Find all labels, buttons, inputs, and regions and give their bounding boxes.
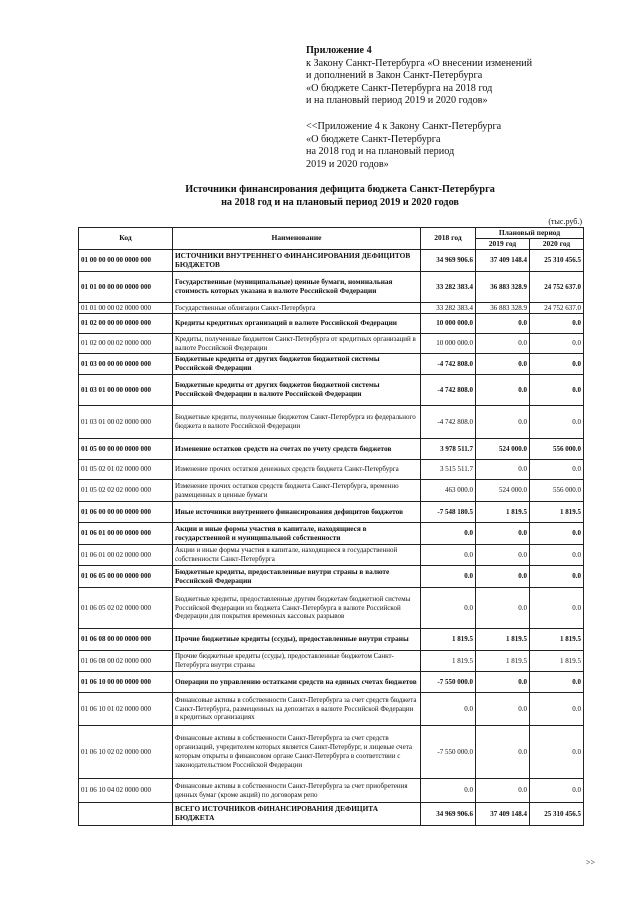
row-value-2019: 0.0 [476, 354, 530, 375]
financing-table [78, 227, 584, 826]
row-value-2018: -4 742 808.0 [421, 406, 476, 439]
continuation-mark: >> [586, 858, 596, 867]
table-row [79, 354, 584, 375]
row-name: Изменение остатков средств на счетах по учету средств бюджетов [173, 439, 421, 460]
appendix-header [306, 45, 606, 108]
units-label: (тыс.руб.) [548, 217, 582, 226]
row-name: Бюджетные кредиты, предоставленные другим бюджетам бюджетной системы Российской Федерации из бюджета Санкт-Петербурга в валюте Российской Федерации для покрытия временных кассовых разрывов [173, 588, 421, 629]
row-code: 01 01 00 00 02 0000 000 [79, 303, 173, 314]
row-name: Акции и иные формы участия в капитале, находящиеся в государственной собственности Санкт-Петербурга [173, 545, 421, 566]
row-value-2020: 1 819.5 [530, 502, 584, 523]
row-value-2020: 0.0 [530, 375, 584, 406]
table-row [79, 480, 584, 502]
row-value-2019: 37 409 148.4 [476, 803, 530, 826]
table-body [79, 250, 584, 826]
row-code: 01 05 02 02 02 0000 000 [79, 480, 173, 502]
row-code: 01 01 00 00 00 0000 000 [79, 272, 173, 303]
row-value-2018: -7 550 000.0 [421, 726, 476, 779]
row-value-2020: 25 310 456.5 [530, 803, 584, 826]
row-name: Прочие бюджетные кредиты (ссуды), предоставленные внутри страны [173, 629, 421, 651]
row-value-2020: 0.0 [530, 672, 584, 693]
row-name: Изменение прочих остатков средств бюджета Санкт-Петербурга, временно размещенных в ценные бумаги [173, 480, 421, 502]
row-name: Акции и иные формы участия в капитале, находящиеся в государственной и муниципальной собственности [173, 523, 421, 545]
row-name: Финансовые активы в собственности Санкт-Петербурга за счет приобретения ценных бумаг (кроме акций) по договорам репо [173, 779, 421, 803]
row-name: Иные источники внутреннего финансирования дефицитов бюджетов [173, 502, 421, 523]
row-code: 01 03 00 00 00 0000 000 [79, 354, 173, 375]
row-value-2019: 0.0 [476, 334, 530, 354]
row-value-2020: 0.0 [530, 566, 584, 588]
row-value-2020: 0.0 [530, 523, 584, 545]
table-row [79, 779, 584, 803]
row-value-2018: 0.0 [421, 566, 476, 588]
row-value-2018: 1 819.5 [421, 651, 476, 672]
row-value-2020: 0.0 [530, 693, 584, 726]
table-row [79, 272, 584, 303]
row-value-2018: 0.0 [421, 545, 476, 566]
row-name: ИСТОЧНИКИ ВНУТРЕННЕГО ФИНАНСИРОВАНИЯ ДЕФИЦИТОВ БЮДЖЕТОВ [173, 250, 421, 272]
row-value-2018: 33 282 383.4 [421, 303, 476, 314]
row-name: Кредиты кредитных организаций в валюте Российской Федерации [173, 314, 421, 334]
row-value-2019: 0.0 [476, 375, 530, 406]
row-value-2020: 24 752 637.0 [530, 272, 584, 303]
row-code: 01 06 00 00 00 0000 000 [79, 502, 173, 523]
row-code: 01 06 10 01 02 0000 000 [79, 693, 173, 726]
header-name: Наименование [173, 228, 421, 250]
row-name: Бюджетные кредиты, предоставленные внутри страны в валюте Российской Федерации [173, 566, 421, 588]
table-row [79, 250, 584, 272]
table-row [79, 439, 584, 460]
row-value-2020: 0.0 [530, 354, 584, 375]
table-row [79, 629, 584, 651]
row-value-2020: 25 310 456.5 [530, 250, 584, 272]
row-name: Государственные (муниципальные) ценные бумаги, номинальная стоимость которых указана в валюте Российской Федерации [173, 272, 421, 303]
row-name: Финансовые активы в собственности Санкт-Петербурга за счет средств организаций, учредителем которых является Санкт-Петербург, и лицевые счета которым открыты в финансовом органе Санкт-Петербурга в соответствии с законодательством Российской Федерации [173, 726, 421, 779]
title-line: Источники финансирования дефицита бюджета Санкт-Петербурга [185, 184, 495, 195]
row-value-2019: 0.0 [476, 693, 530, 726]
row-value-2018: -4 742 808.0 [421, 354, 476, 375]
row-code: 01 06 08 00 02 0000 000 [79, 651, 173, 672]
table-row [79, 523, 584, 545]
table-row [79, 375, 584, 406]
row-code [79, 803, 173, 826]
row-value-2019: 0.0 [476, 406, 530, 439]
row-value-2020: 1 819.5 [530, 651, 584, 672]
row-code: 01 03 01 00 00 0000 000 [79, 375, 173, 406]
row-value-2018: -4 742 808.0 [421, 375, 476, 406]
table-row [79, 406, 584, 439]
table-row [79, 693, 584, 726]
row-code: 01 00 00 00 00 0000 000 [79, 250, 173, 272]
table-row [79, 672, 584, 693]
table-row [79, 651, 584, 672]
row-value-2019: 0.0 [476, 314, 530, 334]
row-value-2019: 1 819.5 [476, 502, 530, 523]
row-value-2018: 3 978 511.7 [421, 439, 476, 460]
header-2018: 2018 год [421, 228, 476, 250]
row-value-2019: 0.0 [476, 779, 530, 803]
header-2020: 2020 год [530, 239, 584, 250]
row-code: 01 06 10 02 02 0000 000 [79, 726, 173, 779]
row-value-2019: 0.0 [476, 523, 530, 545]
row-value-2020: 0.0 [530, 460, 584, 480]
table-row [79, 460, 584, 480]
appendix-line: «О бюджете Санкт-Петербурга на 2018 год [306, 82, 493, 94]
row-value-2018: 1 819.5 [421, 629, 476, 651]
row-name: Финансовые активы в собственности Санкт-Петербурга за счет средств бюджета Санкт-Петербурга, размещенных на депозитах в валюте Российской Федерации в кредитных организациях [173, 693, 421, 726]
row-name: Государственные облигации Санкт-Петербурга [173, 303, 421, 314]
header-code: Код [79, 228, 173, 250]
row-value-2018: 463 000.0 [421, 480, 476, 502]
row-value-2019: 524 000.0 [476, 480, 530, 502]
row-value-2020: 0.0 [530, 314, 584, 334]
row-name: Бюджетные кредиты от других бюджетов бюджетной системы Российской Федерации в валюте Российской Федерации [173, 375, 421, 406]
row-name: Бюджетные кредиты от других бюджетов бюджетной системы Российской Федерации [173, 354, 421, 375]
row-value-2018: 0.0 [421, 588, 476, 629]
row-name: Бюджетные кредиты, полученные бюджетом Санкт-Петербурга из федерального бюджета в валюте Российской Федерации [173, 406, 421, 439]
row-name: Операции по управлению остатками средств на единых счетах бюджетов [173, 672, 421, 693]
row-code: 01 02 00 00 02 0000 000 [79, 334, 173, 354]
appendix-line: и на плановый период 2019 и 2020 годов» [306, 95, 488, 106]
row-name: Кредиты, полученные бюджетом Санкт-Петербурга от кредитных организаций в валюте Российской Федерации [173, 334, 421, 354]
row-code: 01 03 01 00 02 0000 000 [79, 406, 173, 439]
row-value-2018: 3 515 511.7 [421, 460, 476, 480]
table-row [79, 545, 584, 566]
row-code: 01 05 02 01 02 0000 000 [79, 460, 173, 480]
row-code: 01 02 00 00 00 0000 000 [79, 314, 173, 334]
row-value-2018: 0.0 [421, 779, 476, 803]
row-value-2018: 10 000 000.0 [421, 334, 476, 354]
row-value-2020: 556 000.0 [530, 480, 584, 502]
row-value-2019: 1 819.5 [476, 629, 530, 651]
row-value-2018: -7 550 000.0 [421, 672, 476, 693]
row-value-2019: 36 883 328.9 [476, 303, 530, 314]
row-code: 01 06 10 00 00 0000 000 [79, 672, 173, 693]
row-value-2020: 0.0 [530, 588, 584, 629]
subheader-line: <<Приложение 4 к Закону Санкт-Петербурга [306, 121, 502, 132]
row-value-2018: 33 282 383.4 [421, 272, 476, 303]
row-name: ВСЕГО ИСТОЧНИКОВ ФИНАНСИРОВАНИЯ ДЕФИЦИТА БЮДЖЕТА [173, 803, 421, 826]
subheader-line: «О бюджете Санкт-Петербурга [306, 133, 441, 145]
subheader-line: 2019 и 2020 годов» [306, 158, 389, 170]
row-name: Прочие бюджетные кредиты (ссуды), предоставленные бюджетом Санкт-Петербурга внутри страны [173, 651, 421, 672]
table-row [79, 303, 584, 314]
row-code: 01 06 05 00 00 0000 000 [79, 566, 173, 588]
row-value-2019: 0.0 [476, 588, 530, 629]
row-value-2020: 1 819.5 [530, 629, 584, 651]
table-row [79, 566, 584, 588]
header-2019: 2019 год [476, 239, 530, 250]
row-value-2020: 556 000.0 [530, 439, 584, 460]
title-line: на 2018 год и на плановый период 2019 и 2020 годов [221, 196, 459, 208]
row-value-2019: 37 409 148.4 [476, 250, 530, 272]
row-value-2018: 10 000 000.0 [421, 314, 476, 334]
row-value-2019: 36 883 328.9 [476, 272, 530, 303]
row-value-2020: 0.0 [530, 545, 584, 566]
row-code: 01 06 05 02 02 0000 000 [79, 588, 173, 629]
row-value-2018: -7 548 180.5 [421, 502, 476, 523]
row-value-2018: 0.0 [421, 523, 476, 545]
row-value-2020: 0.0 [530, 726, 584, 779]
subheader-line: на 2018 год и на плановый период [306, 146, 455, 157]
table-row [79, 588, 584, 629]
row-code: 01 06 10 04 02 0000 000 [79, 779, 173, 803]
document-title [90, 184, 590, 209]
row-value-2019: 1 819.5 [476, 651, 530, 672]
row-value-2020: 24 752 637.0 [530, 303, 584, 314]
table-row [79, 726, 584, 779]
row-value-2019: 0.0 [476, 566, 530, 588]
row-code: 01 06 01 00 02 0000 000 [79, 545, 173, 566]
table-row [79, 334, 584, 354]
row-value-2020: 0.0 [530, 406, 584, 439]
appendix-subheader [306, 121, 606, 171]
row-value-2020: 0.0 [530, 779, 584, 803]
row-value-2019: 0.0 [476, 726, 530, 779]
row-value-2020: 0.0 [530, 334, 584, 354]
row-code: 01 05 00 00 00 0000 000 [79, 439, 173, 460]
row-value-2018: 34 969 906.6 [421, 250, 476, 272]
header-planned: Плановый период [476, 228, 584, 239]
row-value-2019: 0.0 [476, 672, 530, 693]
appendix-line: к Закону Санкт-Петербурга «О внесении изменений [306, 57, 533, 69]
appendix-line: и дополнений в Закон Санкт-Петербурга [306, 70, 483, 81]
row-value-2019: 0.0 [476, 545, 530, 566]
row-value-2018: 0.0 [421, 693, 476, 726]
table-row [79, 803, 584, 826]
row-code: 01 06 01 00 00 0000 000 [79, 523, 173, 545]
row-value-2019: 0.0 [476, 460, 530, 480]
table-row [79, 314, 584, 334]
row-value-2019: 524 000.0 [476, 439, 530, 460]
row-value-2018: 34 969 906.6 [421, 803, 476, 826]
row-name: Изменение прочих остатков денежных средств бюджета Санкт-Петербурга [173, 460, 421, 480]
row-code: 01 06 08 00 00 0000 000 [79, 629, 173, 651]
table-row [79, 502, 584, 523]
appendix-title: Приложение 4 [306, 45, 372, 56]
